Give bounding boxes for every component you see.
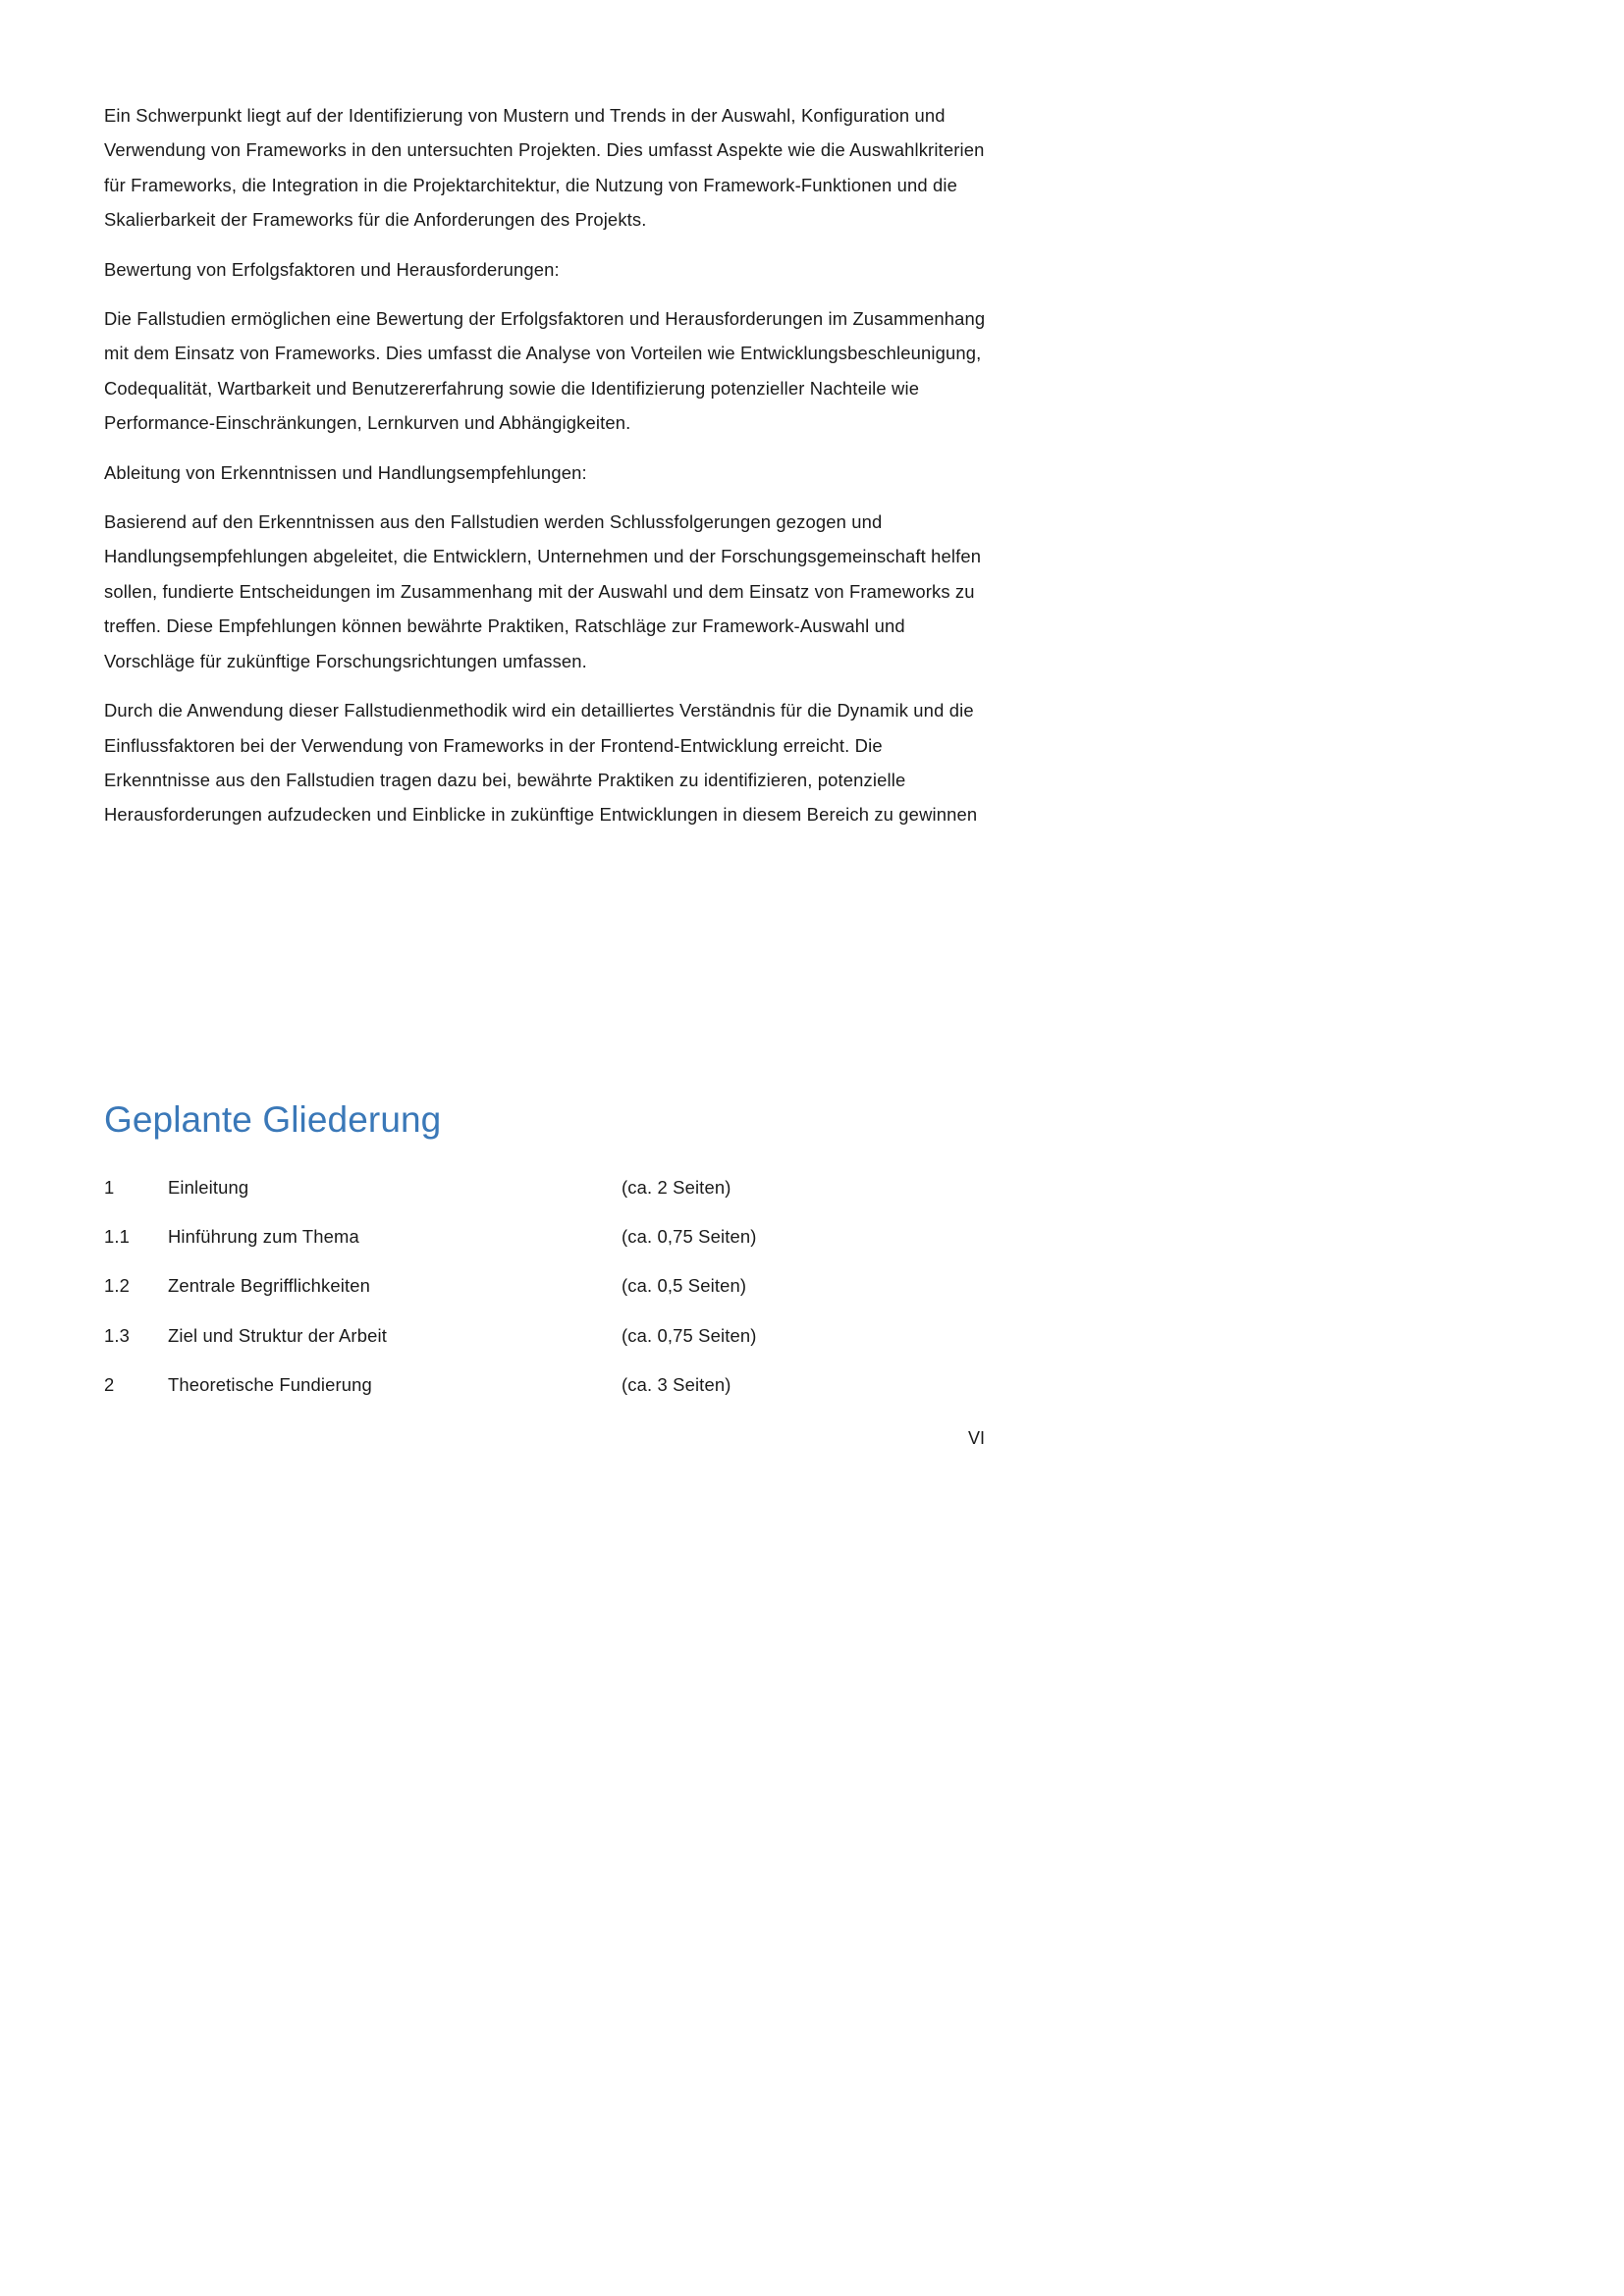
outline-pages: (ca. 0,75 Seiten): [622, 1226, 757, 1248]
paragraph-framework-patterns: Ein Schwerpunkt liegt auf der Identifizierung von Mustern und Trends in der Auswahl, Konfiguration und Verwendung von Frameworks in den untersuchten Projekten. Dies umfasst Aspekte wie die Auswahlkriterien für Frameworks, die Integration in die Projektarchitektur, die Nutzung von Framework-Funktionen und die Skalierbarkeit der Frameworks für die Anforderungen des Projekts.: [104, 105, 985, 231]
paragraph-recommendations: Basierend auf den Erkenntnissen aus den Fallstudien werden Schlussfolgerungen gezogen und Handlungsempfehlungen abgeleitet, die Entwicklern, Unternehmen und der Forschungsgemeinschaft helfen sollen, fundierte Entscheidungen im Zusammenhang mit der Auswahl und dem Einsatz von Frameworks zu treffen. Diese Empfehlungen können bewährte Praktiken, Ratschläge zur Framework-Auswahl und Vorschläge für zukünftige Forschungsrichtungen umfassen.: [104, 511, 982, 671]
outline-pages: (ca. 2 Seiten): [622, 1177, 731, 1198]
body-content: [104, 98, 988, 847]
outline-title: Zentrale Begrifflichkeiten: [168, 1275, 370, 1297]
outline-title: Theoretische Fundierung: [168, 1373, 372, 1395]
outline-row: [104, 1170, 988, 1219]
document-page: [0, 0, 1080, 1527]
page-number: VI: [968, 1428, 986, 1448]
outline-number: 2: [104, 1373, 115, 1395]
outline-list: [104, 1170, 988, 1416]
paragraph-subheading-success-factors: Bewertung von Erfolgsfaktoren und Herausforderungen:: [104, 258, 560, 280]
outline-row: [104, 1268, 988, 1317]
outline-pages: (ca. 0,5 Seiten): [622, 1275, 747, 1297]
paragraph-conclusion: Durch die Anwendung dieser Fallstudienmethodik wird ein detailliertes Verständnis für die Dynamik und die Einflussfaktoren bei der Verwendung von Frameworks in der Frontend-Entwicklung erreicht. Die Erkenntnisse aus den Fallstudien tragen dazu bei, bewährte Praktiken zu identifizieren, potenzielle Herausforderungen aufzudecken und Einblicke in zukünftige Entwicklungen in diesem Bereich zu gewinnen: [104, 700, 978, 826]
paragraph-success-factors: Die Fallstudien ermöglichen eine Bewertung der Erfolgsfaktoren und Herausforderungen im Zusammenhang mit dem Einsatz von Frameworks. Dies umfasst die Analyse von Vorteilen wie Entwicklungsbeschleunigung, Codequalität, Wartbarkeit und Benutzererfahrung sowie die Identifizierung potenzieller Nachteile wie Performance-Einschränkungen, Lernkurven und Abhängigkeiten.: [104, 308, 986, 434]
outline-title: Ziel und Struktur der Arbeit: [168, 1324, 387, 1346]
outline-title: Hinführung zum Thema: [168, 1226, 359, 1248]
outline-pages: (ca. 0,75 Seiten): [622, 1324, 757, 1346]
outline-row: [104, 1318, 988, 1367]
outline-number: 1.3: [104, 1324, 131, 1346]
outline-number: 1: [104, 1177, 115, 1198]
outline-row: [104, 1219, 988, 1268]
outline-row: [104, 1367, 988, 1416]
outline-title: Einleitung: [168, 1177, 249, 1198]
paragraph-subheading-recommendations: Ableitung von Erkenntnissen und Handlungsempfehlungen:: [104, 461, 587, 483]
section-heading: Geplante Gliederung: [104, 1099, 442, 1140]
outline-number: 1.2: [104, 1275, 131, 1297]
outline-number: 1.1: [104, 1226, 131, 1248]
outline-pages: (ca. 3 Seiten): [622, 1373, 731, 1395]
